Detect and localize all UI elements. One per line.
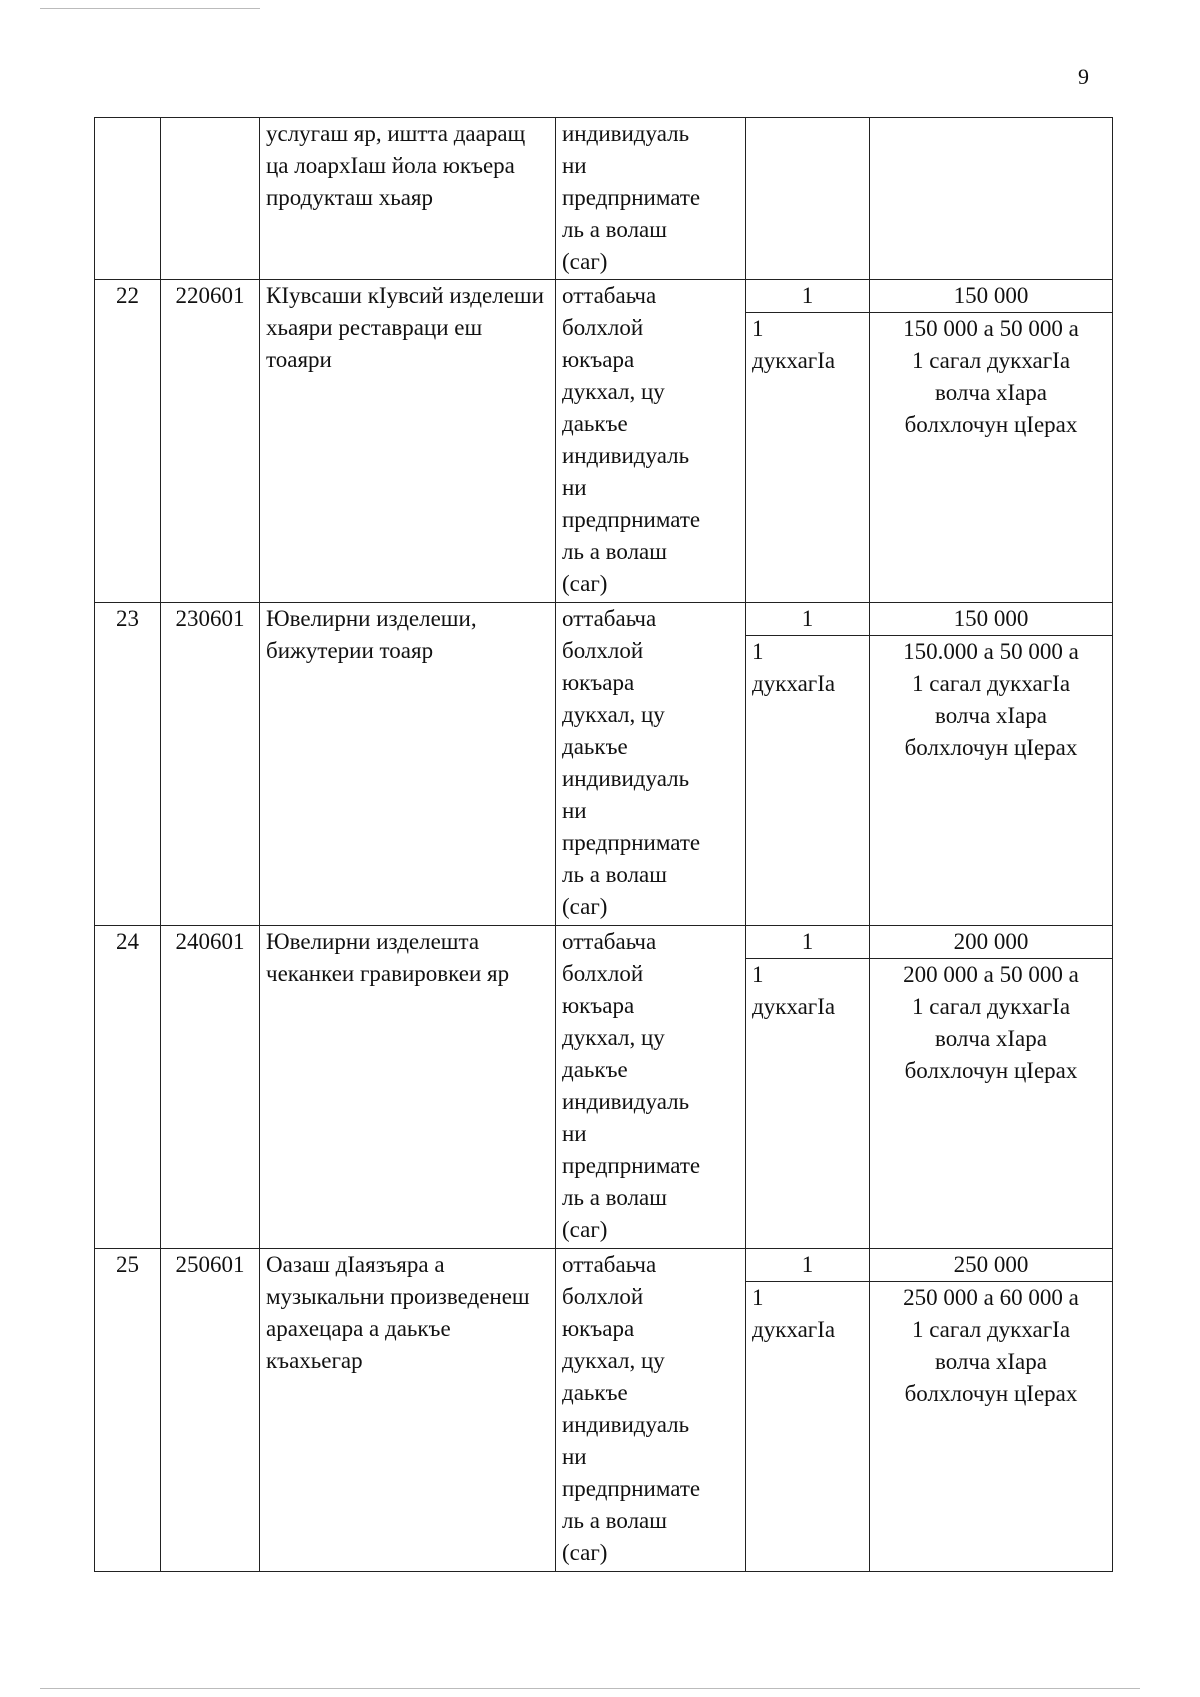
cell-taxpayer: оттабаьча болхлой юкъара дукхал, цу даькъе индивидуаль ни предпрнимате ль а волаш (саг) — [556, 603, 746, 926]
page-number: 9 — [1078, 64, 1089, 89]
cell-code — [161, 118, 260, 280]
cell-amount-rule: 150 000 а 50 000 а 1 сагал дукхагIа волча хIара болхлочун цIерах — [870, 313, 1113, 603]
cell-base-amount: 150 000 — [870, 603, 1113, 636]
cell-amount-rule: 250 000 а 60 000 а 1 сагал дукхагIа волча хIара болхлочун цIерах — [870, 1282, 1113, 1572]
cell-description: Ювелирни изделешта чеканкеи гравировкеи яр — [260, 926, 556, 1249]
cell-taxpayer: индивидуаль ни предпрнимате ль а волаш (саг) — [556, 118, 746, 280]
cell-taxpayer: оттабаьча болхлой юкъара дукхал, цу даькъе индивидуаль ни предпрнимате ль а волаш (саг) — [556, 1249, 746, 1572]
table-row — [95, 280, 1113, 313]
cell-code: 220601 — [161, 280, 260, 603]
cell-code: 230601 — [161, 603, 260, 926]
cell-description: КIувсаши кIувсий изделеши хьаяри реставраци еш тоаяри — [260, 280, 556, 603]
cell-taxpayer: оттабаьча болхлой юкъара дукхал, цу даькъе индивидуаль ни предпрнимате ль а волаш (саг) — [556, 926, 746, 1249]
scan-edge-line — [40, 1688, 1140, 1689]
cell-num: 25 — [95, 1249, 161, 1572]
cell-num: 22 — [95, 280, 161, 603]
cell-num — [95, 118, 161, 280]
table-row — [95, 603, 1113, 636]
cell-unit-label: 1 дукхагIа — [746, 636, 870, 926]
cell-description: Оазаш дIаязъяра а музыкальни произведенеш арахецара а даькъе къахьегар — [260, 1249, 556, 1572]
cell-description: услугаш яр, иштта дааращ ца лоархIаш йола юкъера продукташ хьаяр — [260, 118, 556, 280]
cell-unit — [746, 118, 870, 280]
scan-edge-line — [40, 8, 260, 9]
cell-taxpayer: оттабаьча болхлой юкъара дукхал, цу даькъе индивидуаль ни предпрнимате ль а волаш (саг) — [556, 280, 746, 603]
cell-code: 240601 — [161, 926, 260, 1249]
cell-unit-value: 1 — [746, 926, 870, 959]
cell-amount-rule: 150.000 а 50 000 а 1 сагал дукхагIа волча хIара болхлочун цIерах — [870, 636, 1113, 926]
cell-base-amount: 150 000 — [870, 280, 1113, 313]
table-row — [95, 1249, 1113, 1282]
table-row — [95, 926, 1113, 959]
cell-unit-label: 1 дукхагIа — [746, 1282, 870, 1572]
cell-amount — [870, 118, 1113, 280]
cell-unit-value: 1 — [746, 1249, 870, 1282]
tariff-table — [94, 117, 1113, 1572]
cell-description: Ювелирни изделеши, бижутерии тоаяр — [260, 603, 556, 926]
cell-unit-value: 1 — [746, 603, 870, 636]
cell-num: 23 — [95, 603, 161, 926]
cell-unit-label: 1 дукхагIа — [746, 959, 870, 1249]
cell-unit-label: 1 дукхагIа — [746, 313, 870, 603]
cell-code: 250601 — [161, 1249, 260, 1572]
cell-unit-value: 1 — [746, 280, 870, 313]
cell-base-amount: 200 000 — [870, 926, 1113, 959]
table-row-continuation — [95, 118, 1113, 280]
cell-num: 24 — [95, 926, 161, 1249]
cell-base-amount: 250 000 — [870, 1249, 1113, 1282]
cell-amount-rule: 200 000 а 50 000 а 1 сагал дукхагIа волча хIара болхлочун цIерах — [870, 959, 1113, 1249]
